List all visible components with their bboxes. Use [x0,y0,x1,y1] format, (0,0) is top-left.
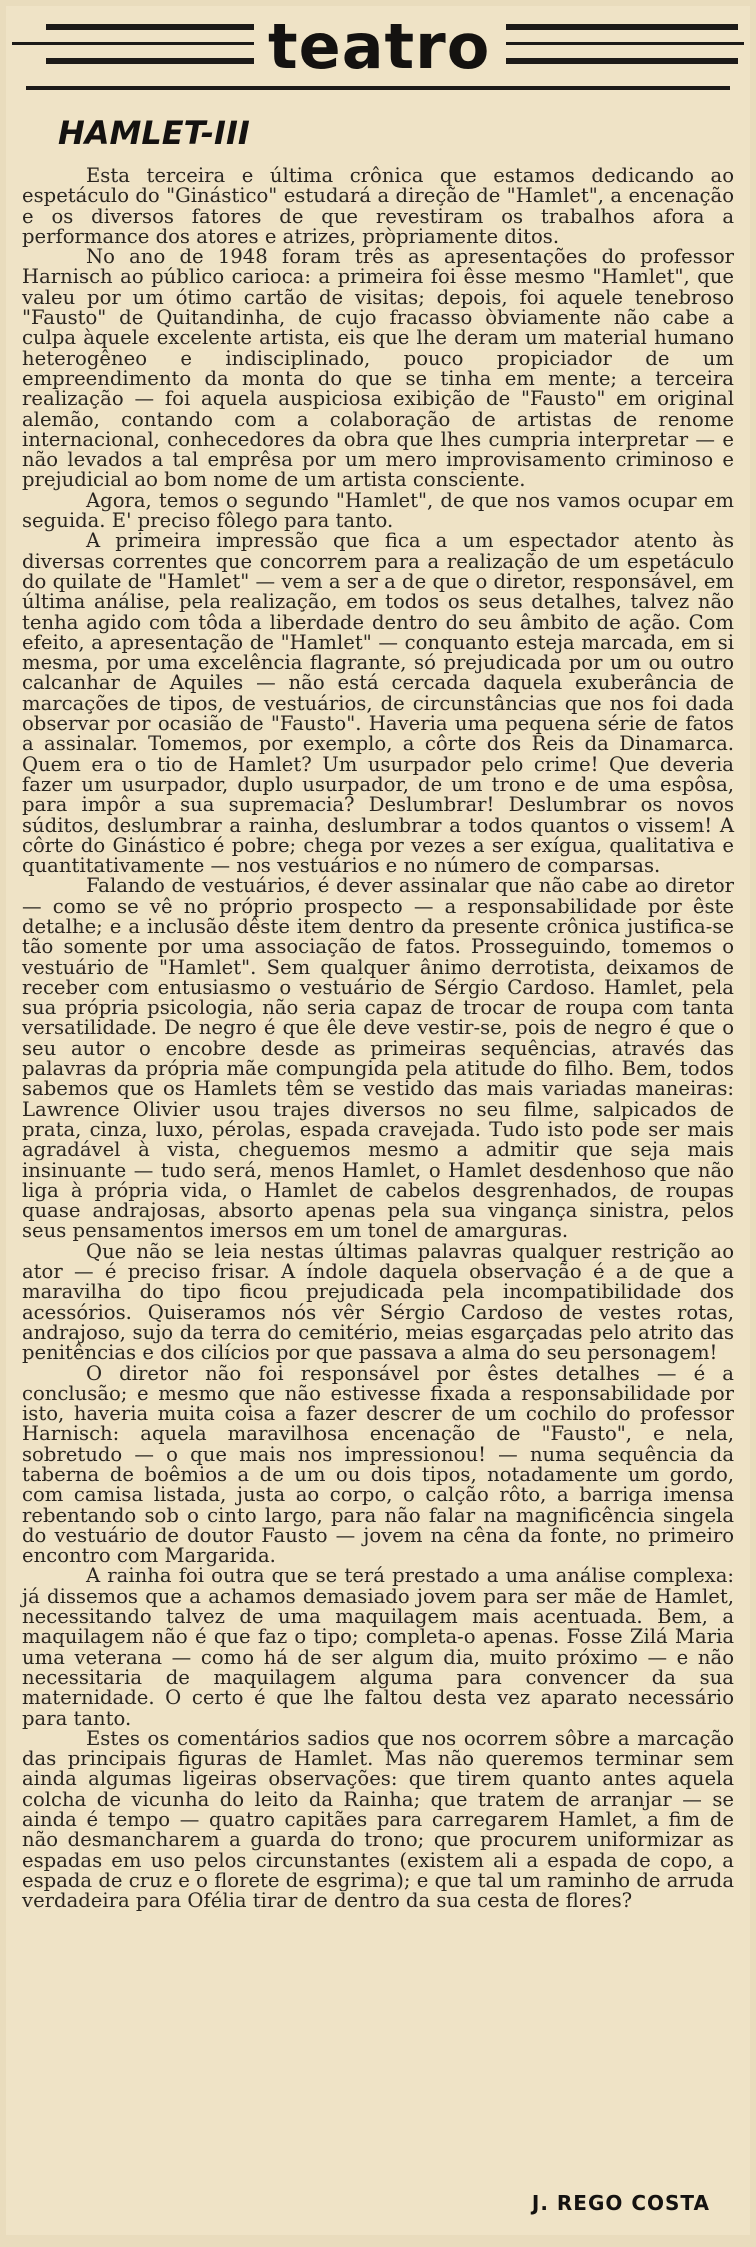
article-paragraph: Estes os comentários sadios que nos ocorrem sôbre a marcação das principais figuras de Hamlet. Mas não queremos terminar sem ainda algumas ligeiras observações: que tirem quanto antes aquela colcha de vicunha do leito da Rainha; que tratem de arranjar — se ainda é tempo — quatro capitães para carregarem Hamlet, a fim de não desmancharem a guarda do trono; que procurem uniformizar as espadas em uso pelos circunstantes (existem ali a espada de copo, a espada de cruz e o florete de esgrima); e que tal um raminho de arruda verdadeira para Ofélia tirar de dentro da sua cesta de flores? [22,1726,734,1913]
article-title: HAMLET-III [58,114,250,152]
masthead-rule-left-top [46,24,254,30]
article-paragraph: Agora, temos o segundo "Hamlet", de que nos vamos ocupar em seguida. E' preciso fôlego para tanto. [22,488,734,533]
article-paragraph: Esta terceira e última crônica que estamos dedicando ao espetáculo do "Ginástico" estudará a direção de "Hamlet", a encenação e os diversos fatores de que revestiram os trabalhos afora a performance dos atores e atrizes, pròpriamente ditos. [22,164,734,248]
article-paragraph: A rainha foi outra que se terá prestado a uma análise complexa: já dissemos que a achamos demasiado jovem para ser mãe de Hamlet, necessitando talvez de uma maquilagem mais acentuada. Bem, a maquilagem não é que faz o tipo; completa-o apenas. Fosse Zilá Maria uma veterana — como há de ser algum dia, muito próximo — e não necessitaria de maquilagem alguma para convencer da sua maternidade. O certo é que lhe faltou desta vez aparato necessário para tanto. [22,1564,734,1730]
article-paragraph: A primeira impressão que fica a um espectador atento às diversas correntes que concorrem para a realização de um espetáculo do quilate de "Hamlet" — vem a ser a de que o diretor, responsável, em última análise, pela realização, em todos os seus detalhes, talvez não tenha agido com tôda a liberdade dentro do seu âmbito de ação. Com efeito, a apresentação de "Hamlet" — conquanto esteja marcada, em si mesma, por uma excelência flagrante, só prejudicada por um ou outro calcanhar de Aquiles — não está cercada daquela exuberância de marcações de tipos, de vestuários, de circunstâncias que nos foi dada observar por ocasião de "Fausto". Haveria uma pequena série de fatos a assinalar. Tomemos, por exemplo, a côrte dos Reis da Dinamarca. Quem era o tio de Hamlet? Um usurpador pelo crime! Que deveria fazer um usurpador, duplo usurpador, de um trono e de uma espôsa, para impôr a sua supremacia? Deslumbrar! Deslumbrar os novos súditos, deslumbrar a rainha, deslumbrar a todos quantos o vissem! A côrte do Ginástico é pobre; chega por vezes a ser exígua, qualitativa e quantitativamente — nos vestuários e no número de comparsas. [22,529,734,878]
article-paragraph: Falando de vestuários, é dever assinalar que não cabe ao diretor — como se vê no próprio prospecto — a responsabilidade por êste detalhe; e a inclusão dêste item dentro da presente crônica justifica-se tão somente por uma associação de fatos. Prosseguindo, tomemos o vestuário de "Hamlet". Sem qualquer ânimo derrotista, deixamos de receber com entusiasmo o vestuário de Sérgio Cardoso. Hamlet, pela sua própria psicologia, não seria capaz de trocar de roupa com tanta versatilidade. De negro é que êle deve vestir-se, pois de negro é que o seu autor o encobre desde as primeiras sequências, através das palavras da própria mãe compungida pela atitude do filho. Bem, todos sabemos que os Hamlets têm se vestido das mais variadas maneiras: Lawrence Olivier usou trajes diversos no seu filme, salpicados de prata, cinza, luxo, pérolas, espada cravejada. Tudo isto pode ser mais agradável à vista, cheguemos mesmo a admitir que seja mais insinuante — tudo será, menos Hamlet, o Hamlet desdenhoso que não liga à própria vida, o Hamlet de cabelos desgrenhados, de roupas quase andrajosas, absorto apenas pela sua vingança sinistra, pelos seus pensamentos imersos em um tonel de amarguras. [22,874,734,1243]
masthead-rule-right-bottom [506,58,738,64]
article-paragraph: O diretor não foi responsável por êstes detalhes — é a conclusão; e mesmo que não estivesse fixada a responsabilidade por isto, haveria muita coisa a fazer descrer de um cochilo do professor Harnisch: aquela maravilhosa encenação de "Fausto", e nela, sobretudo — o que mais nos impressionou! — numa sequência da taberna de boêmios a de um ou dois tipos, notadamente um gordo, com camisa listada, justa ao corpo, o calção rôto, a barriga imensa rebentando sob o cinto largo, para não falar na magnificência singela do vestuário de doutor Fausto — jovem na cêna da fonte, no primeiro encontro com Margarida. [22,1361,734,1568]
masthead-rule-under [26,86,730,90]
masthead-rule-left-mid [12,42,254,45]
author-signature: J. REGO COSTA [531,2191,710,2215]
section-masthead [6,12,750,98]
article-paragraph: Que não se leia nestas últimas palavras qualquer restrição ao ator — é preciso frisar. A índole daquela observação é a de que a maravilha do tipo ficou prejudicada pela incompatibilidade dos acessórios. Quiseramos nós vêr Sérgio Cardoso de vestes rotas, andrajoso, sujo da terra do cemitério, meias esgarçadas pelo atrito das penitências e dos cilícios por que passava a alma do seu personagem! [22,1239,734,1365]
masthead-rule-right-top [506,24,738,30]
article-body [22,166,734,1912]
masthead-rule-right-mid [506,42,744,45]
newspaper-clipping [6,6,750,2235]
section-heading: teatro [268,10,491,83]
masthead-rule-left-bottom [46,58,254,64]
article-paragraph: No ano de 1948 foram três as apresentações do professor Harnisch ao público carioca: a primeira foi êsse mesmo "Hamlet", que valeu por um ótimo cartão de visitas; depois, foi aquele tenebroso "Fausto" de Quitandinha, de cujo fracasso òbviamente não cabe a culpa àquele excelente artista, eis que lhe deram um material humano heterogêneo e indisciplinado, pouco propiciador de um empreendimento da monta do que se tinha em mente; a terceira realização — foi aquela auspiciosa exibição de "Fausto" em original alemão, contando com a colaboração de artistas de renome internacional, conhecedores da obra que lhes cumpria interpretar — e não levados a tal emprêsa por um mero improvisamento criminoso e prejudicial ao bom nome de um artista consciente. [22,245,734,492]
